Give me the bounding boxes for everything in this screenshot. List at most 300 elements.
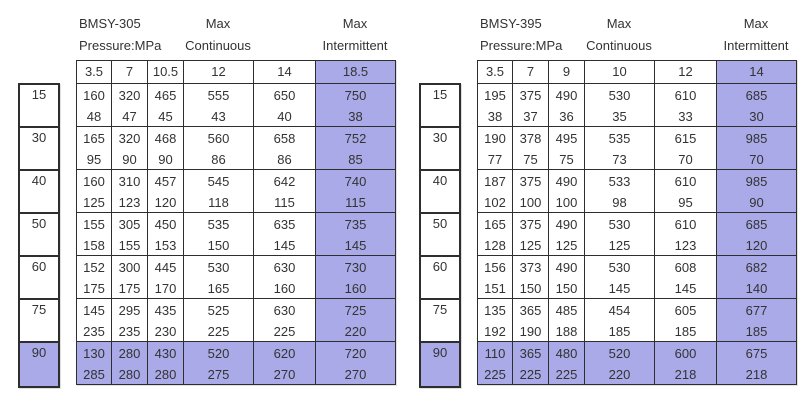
speed-label: 50 <box>421 214 459 257</box>
value-bottom: 35 <box>612 109 627 124</box>
value-top: 752 <box>344 131 367 146</box>
value-bottom: 70 <box>678 152 693 167</box>
data-cell <box>655 256 717 299</box>
value-bottom: 235 <box>83 324 105 339</box>
value-bottom: 230 <box>154 324 177 339</box>
value-top: 110 <box>484 346 506 361</box>
value-top: 677 <box>745 303 768 318</box>
max-intermittent-header <box>315 8 395 60</box>
speed-label: 40 <box>20 171 58 214</box>
value-bottom: 225 <box>555 367 578 382</box>
value-top: 642 <box>273 174 296 189</box>
value-top: 630 <box>273 303 296 318</box>
data-cell <box>316 299 396 342</box>
value-bottom: 95 <box>678 195 693 210</box>
value-top: 320 <box>118 131 141 146</box>
value-top: 160 <box>83 88 105 103</box>
value-bottom: 86 <box>277 152 292 167</box>
value-bottom: 37 <box>523 109 538 124</box>
pressure-header-cell: 9 <box>549 61 585 84</box>
data-cell <box>655 342 717 385</box>
data-cell <box>77 84 112 127</box>
pressure-header-cell: 18.5 <box>316 61 396 84</box>
data-cell <box>112 213 148 256</box>
speed-label: 90 <box>421 343 459 386</box>
data-cell <box>148 342 184 385</box>
data-cell <box>478 170 513 213</box>
value-top: 373 <box>519 260 542 275</box>
value-bottom: 123 <box>118 195 141 210</box>
max-intermittent-header <box>716 8 796 60</box>
speed-label: 75 <box>20 300 58 343</box>
data-cell <box>513 127 549 170</box>
value-top: 730 <box>344 260 367 275</box>
value-top: 320 <box>118 88 141 103</box>
data-cell <box>585 342 655 385</box>
data-cell <box>77 213 112 256</box>
value-top: 435 <box>154 303 177 318</box>
data-cell <box>77 342 112 385</box>
value-top: 280 <box>118 346 141 361</box>
value-top: 305 <box>118 217 141 232</box>
data-cell <box>549 342 585 385</box>
max-continuous-header <box>183 8 253 60</box>
data-cell <box>717 170 797 213</box>
data-cell <box>254 256 316 299</box>
data-cell <box>316 256 396 299</box>
value-bottom: 75 <box>523 152 538 167</box>
value-bottom: 153 <box>154 238 177 253</box>
speed-label: 40 <box>421 171 459 214</box>
value-top: 445 <box>154 260 177 275</box>
data-cell <box>184 213 254 256</box>
value-bottom: 85 <box>348 152 363 167</box>
value-bottom: 75 <box>559 152 574 167</box>
data-cell <box>585 256 655 299</box>
value-top: 165 <box>83 131 105 146</box>
pressure-unit-label: Pressure:MPa <box>480 38 563 53</box>
data-cell <box>254 299 316 342</box>
continuous-label: Continuous <box>185 38 251 53</box>
value-top: 605 <box>674 303 697 318</box>
value-bottom: 36 <box>559 109 574 124</box>
max-label: Max <box>743 16 769 31</box>
continuous-label: Continuous <box>586 38 652 53</box>
value-bottom: 170 <box>154 281 177 296</box>
speed-label-column <box>18 83 60 388</box>
value-bottom: 86 <box>211 152 226 167</box>
value-bottom: 125 <box>83 195 105 210</box>
data-cell <box>655 213 717 256</box>
data-cell <box>549 170 585 213</box>
data-cell <box>254 170 316 213</box>
value-top: 545 <box>207 174 230 189</box>
data-cell <box>478 342 513 385</box>
spec-table <box>419 8 797 388</box>
model-pressure-header <box>477 8 584 60</box>
data-cell <box>184 256 254 299</box>
data-cell <box>549 84 585 127</box>
value-top: 160 <box>83 174 105 189</box>
value-bottom: 150 <box>519 281 542 296</box>
data-cell <box>254 342 316 385</box>
value-top: 535 <box>207 217 230 232</box>
pressure-header-cell: 12 <box>184 61 254 84</box>
speed-label-column <box>419 83 461 388</box>
value-bottom: 45 <box>158 109 173 124</box>
value-top: 635 <box>273 217 296 232</box>
data-cell <box>655 170 717 213</box>
data-cell <box>513 84 549 127</box>
data-cell <box>717 299 797 342</box>
data-cell <box>478 127 513 170</box>
data-cell <box>513 213 549 256</box>
data-cell <box>655 299 717 342</box>
value-bottom: 95 <box>86 152 102 167</box>
value-bottom: 140 <box>745 281 768 296</box>
value-bottom: 270 <box>344 367 367 382</box>
value-bottom: 220 <box>344 324 367 339</box>
value-bottom: 275 <box>207 367 230 382</box>
model-pressure-header <box>76 8 183 60</box>
speed-label: 60 <box>20 257 58 300</box>
data-cell <box>184 84 254 127</box>
value-top: 555 <box>207 88 230 103</box>
value-top: 480 <box>555 346 578 361</box>
value-top: 610 <box>674 88 697 103</box>
value-top: 152 <box>83 260 105 275</box>
value-top: 525 <box>207 303 230 318</box>
value-bottom: 70 <box>749 152 764 167</box>
value-bottom: 218 <box>745 367 768 382</box>
data-cell <box>316 170 396 213</box>
model-name: BMSY-305 <box>79 16 141 31</box>
value-bottom: 90 <box>158 152 173 167</box>
data-cell <box>254 127 316 170</box>
data-cell <box>717 256 797 299</box>
speed-label: 75 <box>421 300 459 343</box>
pressure-header-cell: 14 <box>717 61 797 84</box>
value-bottom: 145 <box>674 281 697 296</box>
value-bottom: 73 <box>612 152 627 167</box>
value-top: 685 <box>745 88 768 103</box>
value-bottom: 100 <box>555 195 578 210</box>
data-cell <box>478 213 513 256</box>
value-top: 560 <box>207 131 230 146</box>
value-top: 468 <box>154 131 177 146</box>
pressure-header-cell: 7 <box>513 61 549 84</box>
value-bottom: 270 <box>273 367 296 382</box>
data-cell <box>513 170 549 213</box>
data-cell <box>254 84 316 127</box>
value-bottom: 150 <box>207 238 230 253</box>
data-cell <box>549 127 585 170</box>
value-bottom: 98 <box>612 195 627 210</box>
value-top: 165 <box>484 217 506 232</box>
data-cell <box>316 127 396 170</box>
value-top: 130 <box>83 346 105 361</box>
data-cell <box>316 213 396 256</box>
data-cell <box>549 213 585 256</box>
value-bottom: 120 <box>745 238 768 253</box>
data-cell <box>585 127 655 170</box>
value-top: 615 <box>674 131 697 146</box>
data-cell <box>148 84 184 127</box>
value-top: 430 <box>154 346 177 361</box>
table-main <box>76 8 396 388</box>
pressure-header-cell: 10.5 <box>148 61 184 84</box>
value-bottom: 47 <box>122 109 137 124</box>
pressure-header-cell: 3.5 <box>77 61 112 84</box>
spec-table <box>18 8 396 388</box>
value-top: 450 <box>154 217 177 232</box>
value-bottom: 175 <box>83 281 105 296</box>
value-bottom: 280 <box>118 367 141 382</box>
value-bottom: 160 <box>344 281 367 296</box>
value-bottom: 150 <box>555 281 578 296</box>
value-top: 535 <box>608 131 631 146</box>
value-bottom: 151 <box>484 281 506 296</box>
value-bottom: 185 <box>674 324 697 339</box>
value-bottom: 225 <box>273 324 296 339</box>
data-cell <box>585 84 655 127</box>
speed-label: 15 <box>421 85 459 128</box>
pressure-header-cell: 10 <box>585 61 655 84</box>
max-label: Max <box>342 16 368 31</box>
max-label: Max <box>606 16 632 31</box>
value-top: 156 <box>484 260 506 275</box>
data-cell <box>112 84 148 127</box>
value-top: 600 <box>674 346 697 361</box>
value-top: 375 <box>519 217 542 232</box>
value-top: 682 <box>745 260 768 275</box>
value-top: 720 <box>344 346 367 361</box>
data-cell <box>316 84 396 127</box>
value-bottom: 218 <box>674 367 697 382</box>
value-bottom: 225 <box>519 367 542 382</box>
model-name: BMSY-395 <box>480 16 542 31</box>
value-bottom: 158 <box>83 238 105 253</box>
value-top: 465 <box>154 88 177 103</box>
value-top: 135 <box>484 303 506 318</box>
value-bottom: 100 <box>519 195 542 210</box>
data-cell <box>585 170 655 213</box>
value-bottom: 125 <box>555 238 578 253</box>
data-grid <box>76 60 396 385</box>
value-bottom: 115 <box>345 195 366 210</box>
value-bottom: 118 <box>208 195 229 210</box>
data-cell <box>184 127 254 170</box>
data-cell <box>77 299 112 342</box>
value-bottom: 145 <box>344 238 367 253</box>
data-cell <box>478 84 513 127</box>
value-bottom: 155 <box>118 238 141 253</box>
value-bottom: 165 <box>207 281 230 296</box>
value-bottom: 125 <box>608 238 631 253</box>
value-bottom: 220 <box>608 367 631 382</box>
value-top: 490 <box>555 217 578 232</box>
data-cell <box>148 299 184 342</box>
max-continuous-header <box>584 8 654 60</box>
value-bottom: 225 <box>484 367 506 382</box>
value-bottom: 120 <box>154 195 177 210</box>
data-cell <box>585 213 655 256</box>
speed-label: 30 <box>421 128 459 171</box>
value-top: 300 <box>118 260 141 275</box>
value-top: 457 <box>154 174 177 189</box>
data-cell <box>112 127 148 170</box>
data-cell <box>717 84 797 127</box>
value-top: 530 <box>207 260 230 275</box>
value-top: 985 <box>745 131 768 146</box>
max-label: Max <box>205 16 231 31</box>
value-top: 610 <box>674 217 697 232</box>
value-top: 310 <box>118 174 141 189</box>
value-top: 985 <box>745 174 768 189</box>
data-cell <box>184 170 254 213</box>
data-cell <box>184 342 254 385</box>
data-cell <box>655 84 717 127</box>
data-cell <box>77 127 112 170</box>
speed-label: 90 <box>20 343 58 386</box>
data-cell <box>148 170 184 213</box>
value-top: 155 <box>83 217 105 232</box>
data-cell <box>717 213 797 256</box>
value-bottom: 115 <box>274 195 295 210</box>
value-bottom: 235 <box>118 324 141 339</box>
value-bottom: 188 <box>555 324 578 339</box>
data-cell <box>478 256 513 299</box>
table-header <box>477 8 797 60</box>
value-bottom: 190 <box>519 324 542 339</box>
value-top: 740 <box>344 174 367 189</box>
value-top: 685 <box>745 217 768 232</box>
value-top: 378 <box>519 131 542 146</box>
data-cell <box>513 299 549 342</box>
data-cell <box>148 213 184 256</box>
data-cell <box>112 256 148 299</box>
value-bottom: 77 <box>487 152 503 167</box>
value-top: 650 <box>273 88 296 103</box>
data-cell <box>549 256 585 299</box>
value-top: 530 <box>608 88 631 103</box>
value-bottom: 102 <box>484 195 506 210</box>
speed-label: 30 <box>20 128 58 171</box>
value-bottom: 40 <box>277 109 292 124</box>
value-top: 658 <box>273 131 296 146</box>
value-top: 454 <box>608 303 631 318</box>
pressure-header-cell: 3.5 <box>478 61 513 84</box>
value-bottom: 43 <box>211 109 226 124</box>
data-cell <box>112 299 148 342</box>
data-cell <box>184 299 254 342</box>
value-top: 365 <box>519 303 542 318</box>
data-cell <box>77 256 112 299</box>
speed-label: 60 <box>421 257 459 300</box>
value-bottom: 123 <box>674 238 697 253</box>
value-bottom: 192 <box>484 324 506 339</box>
value-bottom: 38 <box>487 109 503 124</box>
value-top: 145 <box>83 303 105 318</box>
value-top: 187 <box>484 174 506 189</box>
data-cell <box>254 213 316 256</box>
data-cell <box>513 256 549 299</box>
data-cell <box>717 127 797 170</box>
value-top: 495 <box>555 131 578 146</box>
value-top: 675 <box>745 346 768 361</box>
value-top: 610 <box>674 174 697 189</box>
value-top: 490 <box>555 174 578 189</box>
value-top: 490 <box>555 260 578 275</box>
value-bottom: 90 <box>122 152 137 167</box>
value-bottom: 48 <box>86 109 102 124</box>
value-top: 195 <box>484 88 506 103</box>
table-header <box>76 8 396 60</box>
data-grid <box>477 60 797 385</box>
data-cell <box>77 170 112 213</box>
value-top: 530 <box>608 217 631 232</box>
pressure-unit-label: Pressure:MPa <box>79 38 162 53</box>
value-top: 620 <box>273 346 296 361</box>
value-bottom: 280 <box>154 367 177 382</box>
value-top: 490 <box>555 88 578 103</box>
value-bottom: 185 <box>608 324 631 339</box>
speed-label: 50 <box>20 214 58 257</box>
value-top: 608 <box>674 260 697 275</box>
data-cell <box>148 127 184 170</box>
value-top: 750 <box>344 88 367 103</box>
data-cell <box>549 299 585 342</box>
value-top: 485 <box>555 303 578 318</box>
value-top: 530 <box>608 260 631 275</box>
pressure-header-cell: 14 <box>254 61 316 84</box>
value-bottom: 225 <box>207 324 230 339</box>
value-bottom: 125 <box>519 238 542 253</box>
value-bottom: 128 <box>484 238 506 253</box>
value-bottom: 90 <box>749 195 764 210</box>
pressure-header-cell: 12 <box>655 61 717 84</box>
value-bottom: 38 <box>348 109 363 124</box>
value-bottom: 160 <box>273 281 296 296</box>
intermittent-label: Intermittent <box>322 38 388 53</box>
value-bottom: 185 <box>745 324 768 339</box>
value-top: 375 <box>519 88 542 103</box>
data-cell <box>148 256 184 299</box>
data-cell <box>112 170 148 213</box>
speed-label: 15 <box>20 85 58 128</box>
value-top: 520 <box>608 346 631 361</box>
value-top: 375 <box>519 174 542 189</box>
value-bottom: 145 <box>273 238 296 253</box>
value-bottom: 145 <box>608 281 631 296</box>
data-cell <box>112 342 148 385</box>
value-top: 533 <box>608 174 631 189</box>
value-bottom: 285 <box>83 367 105 382</box>
data-cell <box>655 127 717 170</box>
value-bottom: 33 <box>678 109 693 124</box>
intermittent-label: Intermittent <box>723 38 789 53</box>
value-top: 630 <box>273 260 296 275</box>
data-cell <box>717 342 797 385</box>
pressure-header-cell: 7 <box>112 61 148 84</box>
data-cell <box>513 342 549 385</box>
data-cell <box>478 299 513 342</box>
value-top: 295 <box>118 303 141 318</box>
value-top: 520 <box>207 346 230 361</box>
data-cell <box>585 299 655 342</box>
value-bottom: 30 <box>749 109 764 124</box>
value-bottom: 175 <box>118 281 141 296</box>
